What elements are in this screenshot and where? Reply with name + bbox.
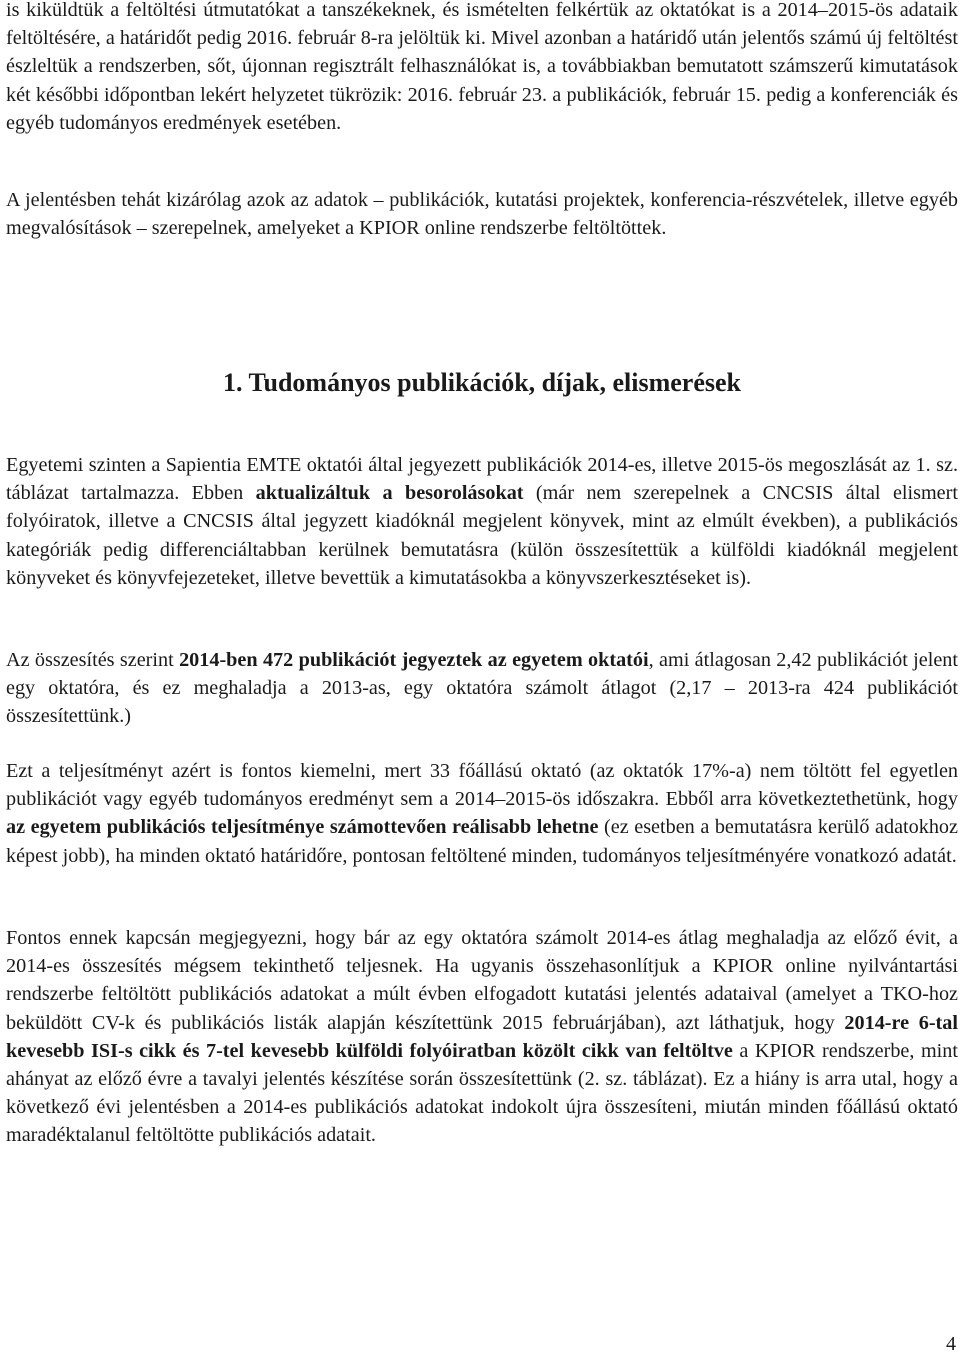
bold-text-run: aktualizáltuk a besorolásokat [255,482,524,505]
paragraph-summary [6,646,958,731]
bold-text-run: 2014-ben 472 publikációt jegyeztek az egyetem oktatói [179,649,649,671]
paragraph-report-scope: A jelentésben tehát kizárólag azok az adatok – publikációk, kutatási projektek, konferencia-részvételek, illetve egyéb megvalósítások – szerepelnek, amelyeket a KPIOR online rendszerbe feltöltöttek. [6,189,958,240]
page-number: 4 [946,1333,956,1355]
text-run: Ezt a teljesítményt azért is fontos kiemelni, mert 33 főállású oktató (az oktatók 17%-a) nem töltött fel egyetlen publikációt vagy egyéb tudományos eredményt sem a 2014–2015-ös időszakra. Ebből arra következtethetünk, hogy [6,760,958,811]
text-run: , ami átlagosan 2,42 publikációt jelent egy oktatóra, és ez meghaladja a 2013-as, egy oktatóra számolt átlagot (2,17 – 2013-ra 424 publikációt összesítettünk.) [6,649,959,728]
bold-text-run: az egyetem publikációs teljesítménye számottevően reálisabb lehetne [6,816,599,839]
text-run: Az összesítés szerint [6,649,180,671]
bold-text-run: 2014-re 6-tal kevesebb ISI-s cikk és 7-tel kevesebb külföldi folyóiratban közölt cikk van feltöltve [6,1011,958,1062]
section-heading: 1. Tudományos publikációk, díjak, elismerések [223,368,741,397]
paragraph-completeness [6,924,958,1150]
text-run: (ez esetben a bemutatásra kerülő adatokhoz képest jobb), ha minden oktató határidőre, pontosan feltöltené minden, tudományos teljesítményére vonatkozó adatát. [6,816,958,867]
text-run: Egyetemi szinten a Sapientia EMTE oktatói által jegyezett publikációk 2014-es, illetve 2015-ös megoszlását az 1. sz. táblázat tartalmazza. Ebben [6,454,958,505]
paragraph-performance [6,757,958,870]
text-run: (már nem szerepelnek a CNCSIS által elismert folyóiratok, illetve a CNCSIS által jegyzett kiadóknál megjelent könyvek, mint az elmúlt években), a publikációs kategóriák pedig differenciáltabban kerülnek bemutatásra (külön összesítettük a külföldi kiadóknál megjelent könyveket és könyvfejezeteket, illetve bevettük a kimutatásokba a könyvszerkesztéseket is). [6,482,958,589]
paragraph-publications-table [6,451,958,592]
paragraph-intro: is kiküldtük a feltöltési útmutatókat a tanszékeknek, és ismételten felkértük az oktatókat is a 2014–2015-ös adataik feltöltésére, a határidőt pedig 2016. február 8-ra jelöltük ki. Mivel azonban a határidő után jelentős számú új feltöltést észleltük a rendszerben, sőt, újonnan regisztrált felhasználókat is, a továbbiakban bemutatott számszerű kimutatások két későbbi időpontban lekért helyzetet tükrözik: 2016. február 23. a publikációk, február 15. pedig a konferenciák és egyéb tudományos eredmények esetében. [6,0,958,134]
text-run: a KPIOR rendszerbe, mint ahányat az előző évre a tavalyi jelentés készítése során összesítettünk (2. sz. táblázat). Ez a hiány is arra utal, hogy a következő évi jelentésben a 2014-es publikációs adatokat indokolt újra összesíteni, miután minden főállású oktató maradéktalanul feltöltötte publikációs adatait. [6,1039,958,1147]
text-run: Fontos ennek kapcsán megjegyezni, hogy bár az egy oktatóra számolt 2014-es átlag meghaladja az előző évit, a 2014-es összesítés mégsem tekinthető teljesnek. Ha ugyanis összehasonlítjuk a KPIOR online nyilvántartási rendszerbe feltöltött publikációs adatokat a múlt évben elfogadott kutatási jelentés adataival (amelyet a TKO-hoz beküldött CV-k és publikációs listák alapján készítettünk 2015 februárjában), azt láthatjuk, hogy [6,927,958,1034]
